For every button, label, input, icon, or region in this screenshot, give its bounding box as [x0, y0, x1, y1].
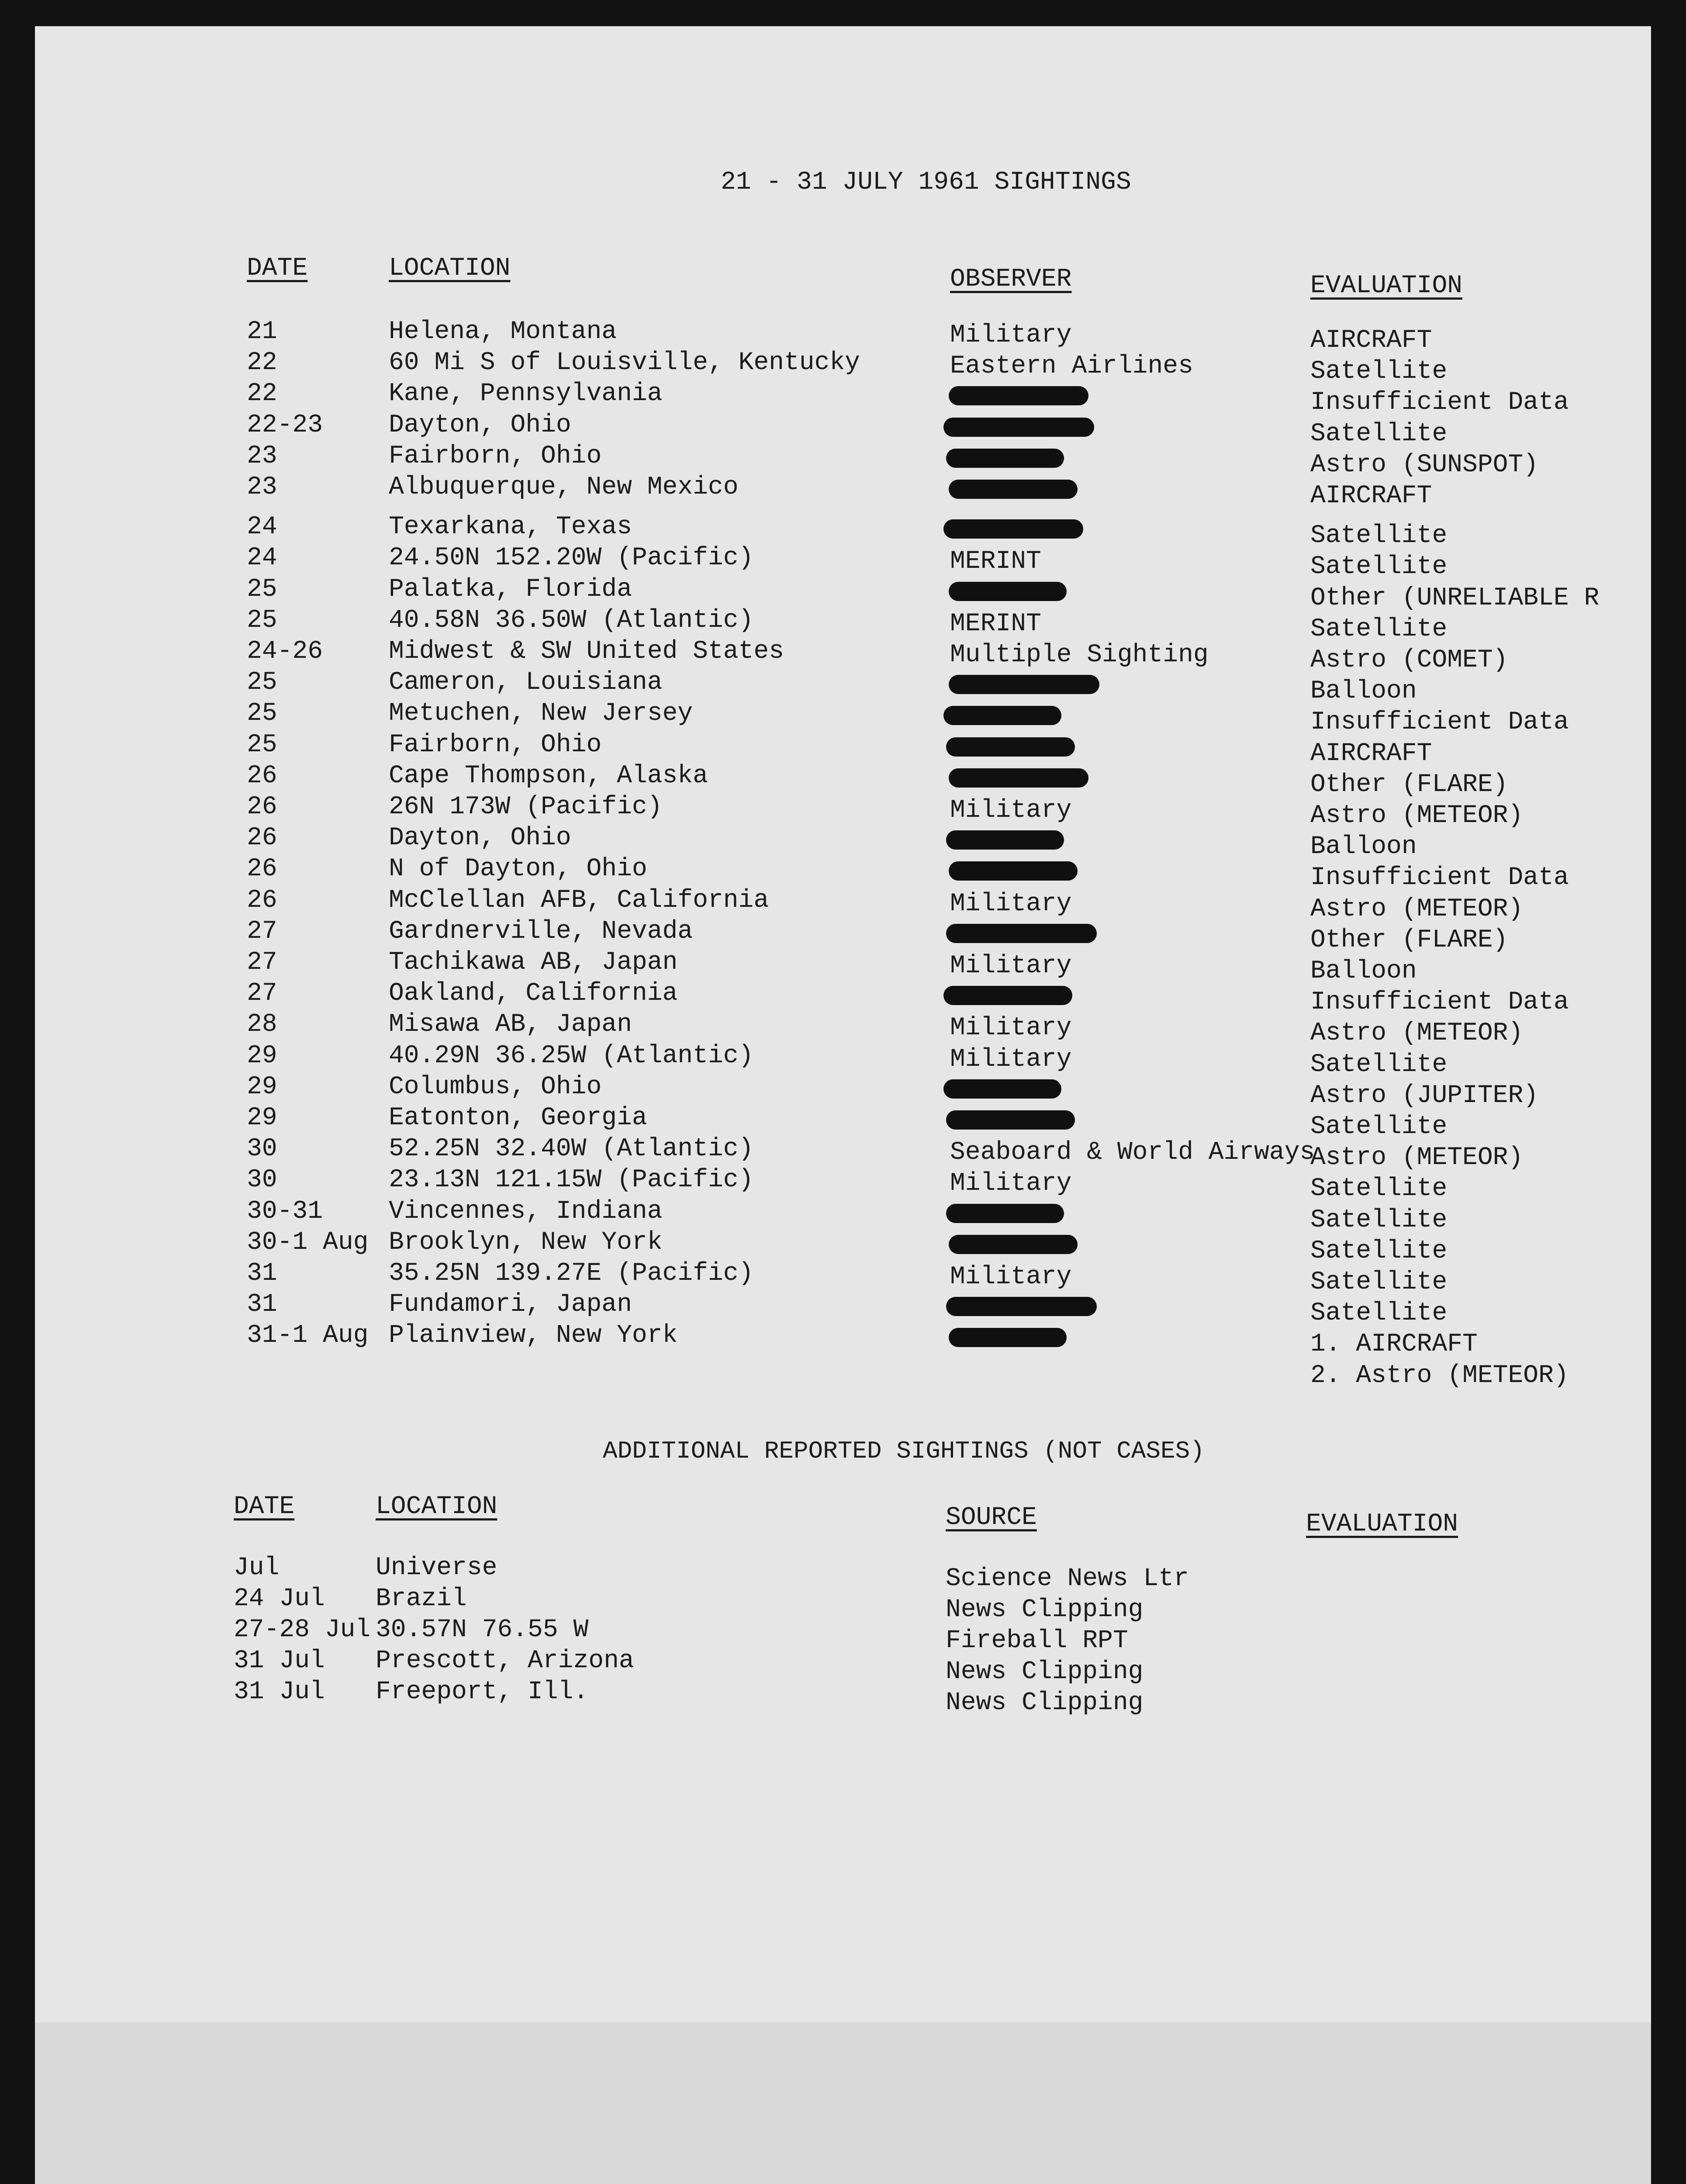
- row-date: 22: [247, 349, 277, 377]
- row-observer: Military: [950, 952, 1072, 980]
- row-date: 23: [247, 473, 277, 501]
- additional-row-date: 27-28 Jul: [234, 1616, 371, 1644]
- row-evaluation: Satellite: [1310, 1175, 1448, 1203]
- additional-header-source: SOURCE: [946, 1503, 1037, 1532]
- row-location: 52.25N 32.40W (Atlantic): [389, 1135, 754, 1163]
- row-evaluation: Satellite: [1310, 1268, 1448, 1296]
- additional-header-evaluation: EVALUATION: [1306, 1510, 1458, 1538]
- row-observer: Eastern Airlines: [950, 352, 1193, 380]
- row-date: 27: [247, 979, 277, 1008]
- row-evaluation: Astro (METEOR): [1310, 895, 1524, 923]
- row-location: Texarkana, Texas: [389, 513, 632, 541]
- row-evaluation: Satellite: [1310, 1237, 1448, 1265]
- additional-title: ADDITIONAL REPORTED SIGHTINGS (NOT CASES): [603, 1437, 1205, 1465]
- row-location: Midwest & SW United States: [389, 637, 784, 666]
- row-location: N of Dayton, Ohio: [389, 855, 647, 883]
- row-observer: Military: [950, 1263, 1072, 1291]
- row-evaluation: Balloon: [1310, 833, 1417, 861]
- row-date: 27: [247, 948, 277, 977]
- row-date: 29: [247, 1073, 277, 1101]
- row-date: 21: [247, 318, 277, 346]
- row-date: 29: [247, 1042, 277, 1070]
- row-evaluation: AIRCRAFT: [1310, 482, 1432, 510]
- row-evaluation: Satellite: [1310, 615, 1448, 643]
- row-observer: MERINT: [950, 610, 1041, 638]
- row-location: Fairborn, Ohio: [389, 442, 602, 470]
- row-location: Cameron, Louisiana: [389, 668, 663, 697]
- row-date: 26: [247, 855, 277, 883]
- row-location: Tachikawa AB, Japan: [389, 948, 678, 977]
- redaction-bar: [946, 924, 1097, 943]
- row-evaluation: Balloon: [1310, 957, 1417, 985]
- row-observer: Military: [950, 796, 1072, 825]
- redaction-bar: [946, 1110, 1075, 1130]
- redaction-bar: [949, 386, 1088, 405]
- row-evaluation: AIRCRAFT: [1310, 326, 1432, 355]
- additional-row-source: Fireball RPT: [946, 1627, 1128, 1655]
- row-location: 23.13N 121.15W (Pacific): [389, 1166, 754, 1194]
- page-title: 21 - 31 JULY 1961 SIGHTINGS: [721, 168, 1131, 197]
- additional-row-location: Brazil: [376, 1585, 467, 1613]
- additional-header-location: LOCATION: [376, 1493, 498, 1521]
- redaction-bar: [949, 582, 1067, 601]
- row-date: 31: [247, 1259, 277, 1288]
- redaction-bar: [949, 1328, 1067, 1347]
- additional-row-source: Science News Ltr: [946, 1565, 1189, 1593]
- row-date: 25: [247, 731, 277, 759]
- row-date: 23: [247, 442, 277, 470]
- row-date: 24-26: [247, 637, 323, 666]
- header-location: LOCATION: [389, 254, 511, 283]
- extra-evaluation: 2. Astro (METEOR): [1310, 1362, 1569, 1390]
- row-location: Dayton, Ohio: [389, 824, 571, 852]
- row-date: 31: [247, 1290, 277, 1319]
- row-date: 24: [247, 513, 277, 541]
- row-location: Gardnerville, Nevada: [389, 917, 693, 946]
- row-observer: Multiple Sighting: [950, 641, 1209, 669]
- additional-row-date: 31 Jul: [234, 1678, 325, 1706]
- row-evaluation: Balloon: [1310, 677, 1417, 705]
- row-location: Fairborn, Ohio: [389, 731, 602, 759]
- row-date: 25: [247, 575, 277, 604]
- row-location: 60 Mi S of Louisville, Kentucky: [389, 349, 860, 377]
- redaction-bar: [943, 1079, 1061, 1099]
- row-date: 31-1 Aug: [247, 1321, 369, 1350]
- row-location: Fundamori, Japan: [389, 1290, 632, 1319]
- row-date: 24: [247, 544, 277, 572]
- additional-row-date: Jul: [234, 1554, 280, 1582]
- row-observer: Military: [950, 321, 1072, 349]
- row-location: 35.25N 139.27E (Pacific): [389, 1259, 754, 1288]
- row-location: 24.50N 152.20W (Pacific): [389, 544, 754, 572]
- row-location: Columbus, Ohio: [389, 1073, 602, 1101]
- row-observer: MERINT: [950, 547, 1041, 576]
- additional-row-source: News Clipping: [946, 1689, 1144, 1717]
- row-evaluation: 1. AIRCRAFT: [1310, 1330, 1478, 1358]
- redaction-bar: [949, 675, 1099, 694]
- row-location: Palatka, Florida: [389, 575, 632, 604]
- header-observer: OBSERVER: [950, 265, 1072, 294]
- redaction-bar: [943, 706, 1061, 725]
- row-date: 25: [247, 606, 277, 635]
- row-evaluation: Other (FLARE): [1310, 771, 1508, 799]
- additional-header-date: DATE: [234, 1493, 295, 1521]
- row-date: 26: [247, 762, 277, 790]
- row-date: 22: [247, 380, 277, 408]
- row-date: 30-1 Aug: [247, 1228, 369, 1257]
- row-evaluation: Astro (JUPITER): [1310, 1082, 1539, 1110]
- row-evaluation: Astro (METEOR): [1310, 802, 1524, 830]
- additional-row-date: 24 Jul: [234, 1585, 325, 1613]
- redaction-bar: [946, 449, 1064, 468]
- redaction-bar: [946, 737, 1075, 757]
- redaction-bar: [946, 830, 1064, 850]
- row-date: 26: [247, 793, 277, 821]
- row-location: 40.29N 36.25W (Atlantic): [389, 1042, 754, 1070]
- row-evaluation: Insufficient Data: [1310, 708, 1569, 736]
- row-observer: Military: [950, 1014, 1072, 1042]
- row-evaluation: Other (UNRELIABLE R: [1310, 584, 1600, 612]
- row-date: 30-31: [247, 1197, 323, 1226]
- row-date: 30: [247, 1166, 277, 1194]
- row-evaluation: AIRCRAFT: [1310, 740, 1432, 768]
- redaction-bar: [949, 480, 1078, 499]
- row-date: 27: [247, 917, 277, 946]
- additional-row-location: Universe: [376, 1554, 498, 1582]
- row-evaluation: Astro (METEOR): [1310, 1144, 1524, 1172]
- row-evaluation: Satellite: [1310, 522, 1448, 550]
- header-evaluation: EVALUATION: [1310, 272, 1463, 300]
- additional-row-location: 30.57N 76.55 W: [376, 1616, 589, 1644]
- redaction-bar: [946, 1204, 1064, 1223]
- row-location: 40.58N 36.50W (Atlantic): [389, 606, 754, 635]
- row-evaluation: Satellite: [1310, 1206, 1448, 1234]
- row-location: McClellan AFB, California: [389, 886, 769, 915]
- row-date: 22-23: [247, 411, 323, 439]
- row-evaluation: Satellite: [1310, 420, 1448, 448]
- row-evaluation: Insufficient Data: [1310, 864, 1569, 892]
- redaction-bar: [949, 768, 1088, 788]
- row-location: Dayton, Ohio: [389, 411, 571, 439]
- row-date: 26: [247, 824, 277, 852]
- redaction-bar: [943, 519, 1083, 539]
- row-location: Albuquerque, New Mexico: [389, 473, 739, 501]
- row-evaluation: Satellite: [1310, 1299, 1448, 1327]
- additional-row-date: 31 Jul: [234, 1647, 325, 1675]
- row-date: 25: [247, 668, 277, 697]
- redaction-bar: [943, 986, 1072, 1005]
- row-location: Plainview, New York: [389, 1321, 678, 1350]
- row-evaluation: Other (FLARE): [1310, 926, 1508, 954]
- row-observer: Military: [950, 1045, 1072, 1074]
- redaction-bar: [949, 1235, 1078, 1254]
- additional-row-source: News Clipping: [946, 1658, 1144, 1686]
- row-evaluation: Insufficient Data: [1310, 388, 1569, 417]
- row-evaluation: Astro (METEOR): [1310, 1019, 1524, 1047]
- additional-row-source: News Clipping: [946, 1596, 1144, 1624]
- redaction-bar: [943, 418, 1094, 437]
- additional-row-location: Prescott, Arizona: [376, 1647, 634, 1675]
- row-location: Metuchen, New Jersey: [389, 699, 693, 728]
- row-date: 29: [247, 1104, 277, 1132]
- row-evaluation: Astro (SUNSPOT): [1310, 451, 1539, 479]
- row-location: Cape Thompson, Alaska: [389, 762, 708, 790]
- row-date: 30: [247, 1135, 277, 1163]
- row-location: Kane, Pennsylvania: [389, 380, 663, 408]
- row-location: Misawa AB, Japan: [389, 1010, 632, 1039]
- row-location: Helena, Montana: [389, 318, 617, 346]
- row-observer: Seaboard & World Airways: [950, 1138, 1315, 1167]
- row-evaluation: Satellite: [1310, 1051, 1448, 1079]
- row-evaluation: Insufficient Data: [1310, 988, 1569, 1016]
- row-date: 28: [247, 1010, 277, 1039]
- row-observer: Military: [950, 1169, 1072, 1198]
- row-evaluation: Satellite: [1310, 357, 1448, 386]
- redaction-bar: [949, 861, 1078, 881]
- row-location: Vincennes, Indiana: [389, 1197, 663, 1226]
- row-date: 26: [247, 886, 277, 915]
- row-evaluation: Satellite: [1310, 1113, 1448, 1141]
- row-location: Oakland, California: [389, 979, 678, 1008]
- row-evaluation: Astro (COMET): [1310, 646, 1508, 674]
- header-date: DATE: [247, 254, 308, 283]
- row-location: 26N 173W (Pacific): [389, 793, 663, 821]
- row-location: Eatonton, Georgia: [389, 1104, 647, 1132]
- row-evaluation: Satellite: [1310, 553, 1448, 581]
- additional-row-location: Freeport, Ill.: [376, 1678, 589, 1706]
- row-location: Brooklyn, New York: [389, 1228, 663, 1257]
- redaction-bar: [946, 1297, 1097, 1316]
- row-date: 25: [247, 699, 277, 728]
- row-observer: Military: [950, 890, 1072, 918]
